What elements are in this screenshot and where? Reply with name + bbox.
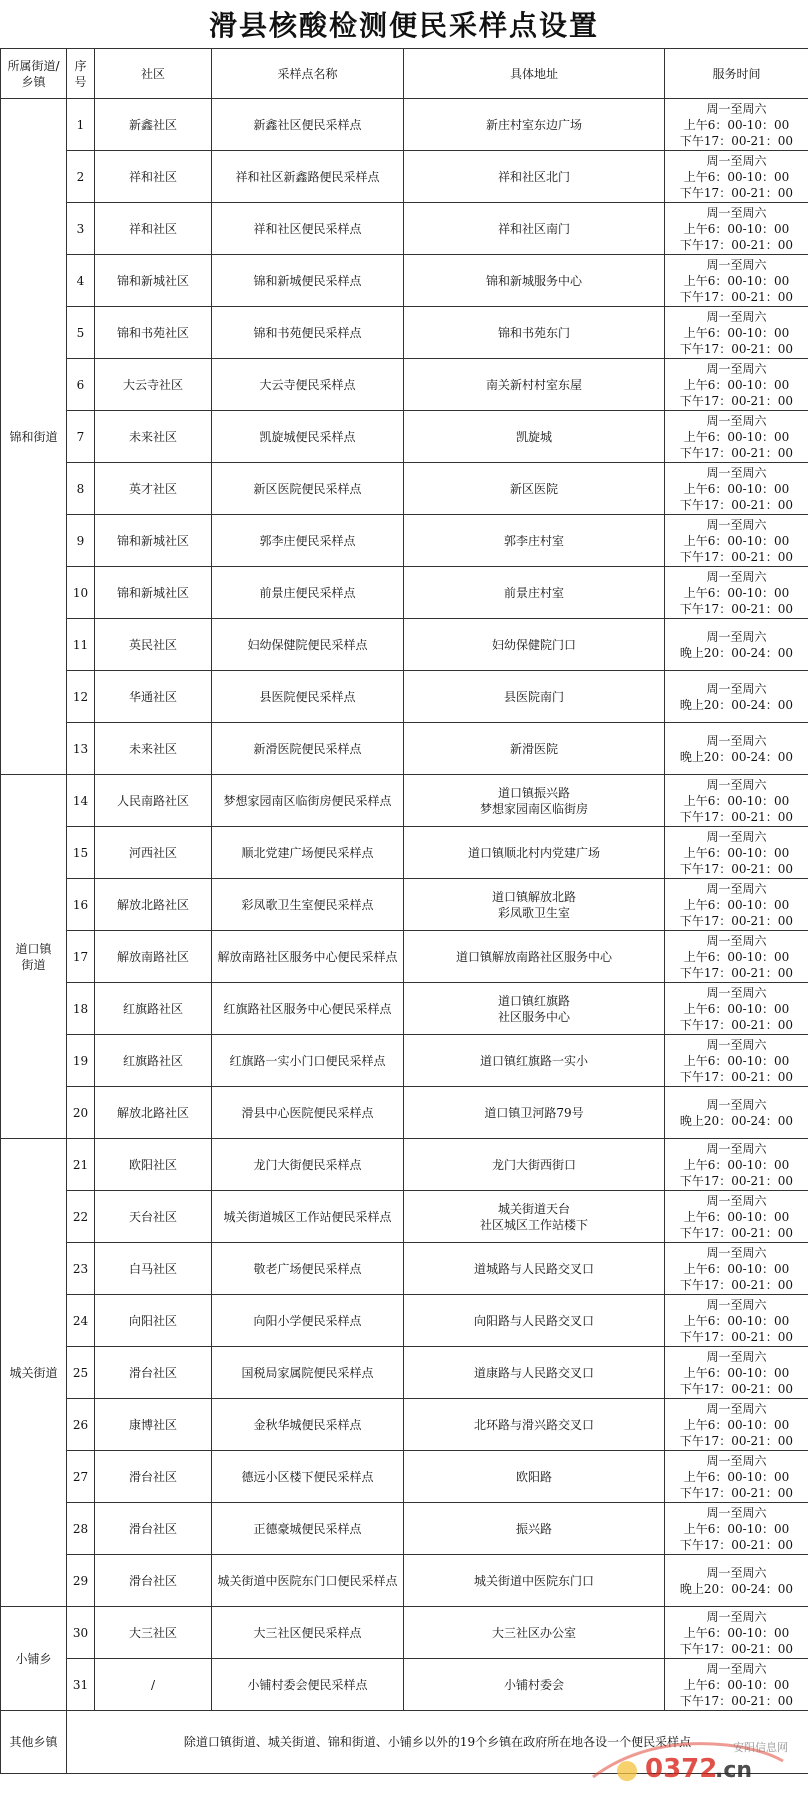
table-row: [1, 307, 808, 359]
community-cell: 锦和新城社区: [95, 567, 212, 619]
page-title: 滑县核酸检测便民采样点设置: [208, 9, 599, 42]
site-name-cell: 敬老广场便民采样点: [212, 1243, 404, 1295]
table-row: [1, 1607, 808, 1659]
seq-cell: 4: [67, 255, 95, 307]
district-cell: 锦和街道: [1, 99, 67, 775]
hours-cell: 周一至周六 上午6：00-10：00 下午17：00-21：00: [665, 359, 808, 411]
site-name-cell: 新鑫社区便民采样点: [212, 99, 404, 151]
community-cell: 滑台社区: [95, 1555, 212, 1607]
seq-cell: 8: [67, 463, 95, 515]
site-name-cell: 红旗路一实小门口便民采样点: [212, 1035, 404, 1087]
address-cell: 道康路与人民路交叉口: [404, 1347, 665, 1399]
seq-cell: 18: [67, 983, 95, 1035]
community-cell: 未来社区: [95, 723, 212, 775]
table-row: [1, 931, 808, 983]
hours-cell: 周一至周六 上午6：00-10：00 下午17：00-21：00: [665, 879, 808, 931]
site-name-cell: 城关街道城区工作站便民采样点: [212, 1191, 404, 1243]
hours-cell: 周一至周六 上午6：00-10：00 下午17：00-21：00: [665, 1451, 808, 1503]
address-cell: 县医院南门: [404, 671, 665, 723]
site-name-cell: 前景庄便民采样点: [212, 567, 404, 619]
sampling-sites-table: [0, 48, 808, 1774]
address-cell: 锦和书苑东门: [404, 307, 665, 359]
hours-cell: 周一至周六 上午6：00-10：00 下午17：00-21：00: [665, 1399, 808, 1451]
community-cell: 大云寺社区: [95, 359, 212, 411]
seq-cell: 27: [67, 1451, 95, 1503]
table-row: [1, 1451, 808, 1503]
header-district: 所属街道/ 乡镇: [1, 49, 67, 99]
table-row: [1, 723, 808, 775]
community-cell: 锦和新城社区: [95, 515, 212, 567]
table-row: [1, 619, 808, 671]
community-cell: 解放北路社区: [95, 879, 212, 931]
header-row: [1, 49, 808, 99]
watermark-logo-text: 0372: [645, 1754, 718, 1784]
community-cell: 河西社区: [95, 827, 212, 879]
header-community: 社区: [95, 49, 212, 99]
hours-cell: 周一至周六 上午6：00-10：00 下午17：00-21：00: [665, 983, 808, 1035]
seq-cell: 25: [67, 1347, 95, 1399]
hours-cell: 周一至周六 晚上20：00-24：00: [665, 1555, 808, 1607]
address-cell: 道口镇解放南路社区服务中心: [404, 931, 665, 983]
hours-cell: 周一至周六 上午6：00-10：00 下午17：00-21：00: [665, 411, 808, 463]
table-row: [1, 1399, 808, 1451]
community-cell: 祥和社区: [95, 203, 212, 255]
seq-cell: 12: [67, 671, 95, 723]
table-row: [1, 1503, 808, 1555]
site-name-cell: 郭李庄便民采样点: [212, 515, 404, 567]
site-name-cell: 国税局家属院便民采样点: [212, 1347, 404, 1399]
table-row: [1, 255, 808, 307]
header-seq: 序号: [67, 49, 95, 99]
site-name-cell: 大云寺便民采样点: [212, 359, 404, 411]
address-cell: 妇幼保健院门口: [404, 619, 665, 671]
hours-cell: 周一至周六 上午6：00-10：00 下午17：00-21：00: [665, 1139, 808, 1191]
community-cell: 向阳社区: [95, 1295, 212, 1347]
footer-district: 其他乡镇: [1, 1711, 67, 1774]
hours-cell: 周一至周六 上午6：00-10：00 下午17：00-21：00: [665, 255, 808, 307]
site-name-cell: 梦想家园南区临街房便民采样点: [212, 775, 404, 827]
table-row: [1, 515, 808, 567]
address-cell: 小铺村委会: [404, 1659, 665, 1711]
address-cell: 前景庄村室: [404, 567, 665, 619]
seq-cell: 14: [67, 775, 95, 827]
seq-cell: 13: [67, 723, 95, 775]
site-name-cell: 向阳小学便民采样点: [212, 1295, 404, 1347]
site-name-cell: 德远小区楼下便民采样点: [212, 1451, 404, 1503]
community-cell: 滑台社区: [95, 1451, 212, 1503]
community-cell: 锦和书苑社区: [95, 307, 212, 359]
table-row: [1, 1087, 808, 1139]
seq-cell: 17: [67, 931, 95, 983]
address-cell: 城关街道中医院东门口: [404, 1555, 665, 1607]
address-cell: 向阳路与人民路交叉口: [404, 1295, 665, 1347]
seq-cell: 3: [67, 203, 95, 255]
community-cell: 白马社区: [95, 1243, 212, 1295]
community-cell: 大三社区: [95, 1607, 212, 1659]
table-row: [1, 411, 808, 463]
seq-cell: 24: [67, 1295, 95, 1347]
hours-cell: 周一至周六 上午6：00-10：00 下午17：00-21：00: [665, 151, 808, 203]
table-row: [1, 1659, 808, 1711]
address-cell: 锦和新城服务中心: [404, 255, 665, 307]
footer-note: 除道口镇街道、城关街道、锦和街道、小铺乡以外的19个乡镇在政府所在地各设一个便民采样点: [67, 1711, 808, 1774]
seq-cell: 30: [67, 1607, 95, 1659]
address-cell: 北环路与滑兴路交叉口: [404, 1399, 665, 1451]
hours-cell: 周一至周六 上午6：00-10：00 下午17：00-21：00: [665, 775, 808, 827]
address-cell: 新庄村室东边广场: [404, 99, 665, 151]
hours-cell: 周一至周六 上午6：00-10：00 下午17：00-21：00: [665, 203, 808, 255]
seq-cell: 10: [67, 567, 95, 619]
table-row: [1, 983, 808, 1035]
site-name-cell: 县医院便民采样点: [212, 671, 404, 723]
seq-cell: 26: [67, 1399, 95, 1451]
hours-cell: 周一至周六 上午6：00-10：00 下午17：00-21：00: [665, 99, 808, 151]
site-name-cell: 滑县中心医院便民采样点: [212, 1087, 404, 1139]
seq-cell: 1: [67, 99, 95, 151]
address-cell: 郭李庄村室: [404, 515, 665, 567]
table-row: [1, 671, 808, 723]
address-cell: 凯旋城: [404, 411, 665, 463]
seq-cell: 15: [67, 827, 95, 879]
site-name-cell: 祥和社区新鑫路便民采样点: [212, 151, 404, 203]
address-cell: 龙门大街西街口: [404, 1139, 665, 1191]
community-cell: 红旗路社区: [95, 1035, 212, 1087]
community-cell: 解放南路社区: [95, 931, 212, 983]
seq-cell: 2: [67, 151, 95, 203]
table-row: [1, 879, 808, 931]
seq-cell: 19: [67, 1035, 95, 1087]
table-row: [1, 1191, 808, 1243]
seq-cell: 6: [67, 359, 95, 411]
address-cell: 道口镇红旗路一实小: [404, 1035, 665, 1087]
hours-cell: 周一至周六 晚上20：00-24：00: [665, 723, 808, 775]
table-row: [1, 827, 808, 879]
community-cell: 康博社区: [95, 1399, 212, 1451]
table-row: [1, 203, 808, 255]
hours-cell: 周一至周六 上午6：00-10：00 下午17：00-21：00: [665, 567, 808, 619]
site-name-cell: 新滑医院便民采样点: [212, 723, 404, 775]
table-row: [1, 775, 808, 827]
site-name-cell: 凯旋城便民采样点: [212, 411, 404, 463]
hours-cell: 周一至周六 上午6：00-10：00 下午17：00-21：00: [665, 827, 808, 879]
hours-cell: 周一至周六 晚上20：00-24：00: [665, 619, 808, 671]
header-address: 具体地址: [404, 49, 665, 99]
address-cell: 道口镇解放北路 彩凤歌卫生室: [404, 879, 665, 931]
community-cell: 红旗路社区: [95, 983, 212, 1035]
hours-cell: 周一至周六 上午6：00-10：00 下午17：00-21：00: [665, 1347, 808, 1399]
seq-cell: 7: [67, 411, 95, 463]
site-name-cell: 小铺村委会便民采样点: [212, 1659, 404, 1711]
site-name-cell: 彩凤歌卫生室便民采样点: [212, 879, 404, 931]
seq-cell: 21: [67, 1139, 95, 1191]
site-name-cell: 城关街道中医院东门口便民采样点: [212, 1555, 404, 1607]
community-cell: 华通社区: [95, 671, 212, 723]
address-cell: 道城路与人民路交叉口: [404, 1243, 665, 1295]
site-name-cell: 龙门大街便民采样点: [212, 1139, 404, 1191]
site-name-cell: 祥和社区便民采样点: [212, 203, 404, 255]
seq-cell: 23: [67, 1243, 95, 1295]
site-name-cell: 妇幼保健院便民采样点: [212, 619, 404, 671]
hours-cell: 周一至周六 上午6：00-10：00 下午17：00-21：00: [665, 1607, 808, 1659]
community-cell: 祥和社区: [95, 151, 212, 203]
address-cell: 大三社区办公室: [404, 1607, 665, 1659]
table-row: [1, 463, 808, 515]
community-cell: 锦和新城社区: [95, 255, 212, 307]
table-row: [1, 1243, 808, 1295]
seq-cell: 16: [67, 879, 95, 931]
address-cell: 道口镇振兴路 梦想家园南区临街房: [404, 775, 665, 827]
site-name-cell: 大三社区便民采样点: [212, 1607, 404, 1659]
site-name-cell: 锦和新城便民采样点: [212, 255, 404, 307]
address-cell: 道口镇顺北村内党建广场: [404, 827, 665, 879]
site-name-cell: 红旗路社区服务中心便民采样点: [212, 983, 404, 1035]
community-cell: 人民南路社区: [95, 775, 212, 827]
address-cell: 新滑医院: [404, 723, 665, 775]
seq-cell: 28: [67, 1503, 95, 1555]
address-cell: 道口镇卫河路79号: [404, 1087, 665, 1139]
site-name-cell: 锦和书苑便民采样点: [212, 307, 404, 359]
hours-cell: 周一至周六 上午6：00-10：00 下午17：00-21：00: [665, 515, 808, 567]
community-cell: 滑台社区: [95, 1503, 212, 1555]
hours-cell: 周一至周六 上午6：00-10：00 下午17：00-21：00: [665, 1191, 808, 1243]
community-cell: 新鑫社区: [95, 99, 212, 151]
hours-cell: 周一至周六 上午6：00-10：00 下午17：00-21：00: [665, 931, 808, 983]
hours-cell: 周一至周六 上午6：00-10：00 下午17：00-21：00: [665, 463, 808, 515]
seq-cell: 31: [67, 1659, 95, 1711]
address-cell: 振兴路: [404, 1503, 665, 1555]
address-cell: 新区医院: [404, 463, 665, 515]
table-row: [1, 1347, 808, 1399]
table-body: [1, 99, 808, 1711]
table-row: [1, 1035, 808, 1087]
seq-cell: 11: [67, 619, 95, 671]
seq-cell: 29: [67, 1555, 95, 1607]
address-cell: 南关新村村室东屋: [404, 359, 665, 411]
district-cell: 小铺乡: [1, 1607, 67, 1711]
site-name-cell: 新区医院便民采样点: [212, 463, 404, 515]
community-cell: 解放北路社区: [95, 1087, 212, 1139]
district-cell: 道口镇 街道: [1, 775, 67, 1139]
district-cell: 城关街道: [1, 1139, 67, 1607]
hours-cell: 周一至周六 上午6：00-10：00 下午17：00-21：00: [665, 307, 808, 359]
community-cell: 天台社区: [95, 1191, 212, 1243]
site-name-cell: 金秋华城便民采样点: [212, 1399, 404, 1451]
community-cell: 欧阳社区: [95, 1139, 212, 1191]
address-cell: 祥和社区北门: [404, 151, 665, 203]
hours-cell: 周一至周六 上午6：00-10：00 下午17：00-21：00: [665, 1035, 808, 1087]
address-cell: 欧阳路: [404, 1451, 665, 1503]
community-cell: 滑台社区: [95, 1347, 212, 1399]
table-row: [1, 359, 808, 411]
community-cell: /: [95, 1659, 212, 1711]
hours-cell: 周一至周六 晚上20：00-24：00: [665, 671, 808, 723]
watermark-site-name: 安阳信息网: [733, 1741, 788, 1754]
community-cell: 未来社区: [95, 411, 212, 463]
address-cell: 城关街道天台 社区城区工作站楼下: [404, 1191, 665, 1243]
table-row: [1, 1295, 808, 1347]
header-site-name: 采样点名称: [212, 49, 404, 99]
hours-cell: 周一至周六 上午6：00-10：00 下午17：00-21：00: [665, 1503, 808, 1555]
table-row: [1, 99, 808, 151]
hours-cell: 周一至周六 上午6：00-10：00 下午17：00-21：00: [665, 1659, 808, 1711]
community-cell: 英才社区: [95, 463, 212, 515]
table-row: [1, 1555, 808, 1607]
hours-cell: 周一至周六 晚上20：00-24：00: [665, 1087, 808, 1139]
table-row: [1, 567, 808, 619]
seq-cell: 9: [67, 515, 95, 567]
community-cell: 英民社区: [95, 619, 212, 671]
site-name-cell: 解放南路社区服务中心便民采样点: [212, 931, 404, 983]
header-hours: 服务时间: [665, 49, 808, 99]
watermark-suffix: .cn: [715, 1758, 753, 1783]
address-cell: 道口镇红旗路 社区服务中心: [404, 983, 665, 1035]
seq-cell: 22: [67, 1191, 95, 1243]
address-cell: 祥和社区南门: [404, 203, 665, 255]
seq-cell: 20: [67, 1087, 95, 1139]
footer-row: [1, 1711, 808, 1774]
hours-cell: 周一至周六 上午6：00-10：00 下午17：00-21：00: [665, 1243, 808, 1295]
site-name-cell: 顺北党建广场便民采样点: [212, 827, 404, 879]
seq-cell: 5: [67, 307, 95, 359]
hours-cell: 周一至周六 上午6：00-10：00 下午17：00-21：00: [665, 1295, 808, 1347]
table-row: [1, 151, 808, 203]
site-name-cell: 正德豪城便民采样点: [212, 1503, 404, 1555]
table-row: [1, 1139, 808, 1191]
